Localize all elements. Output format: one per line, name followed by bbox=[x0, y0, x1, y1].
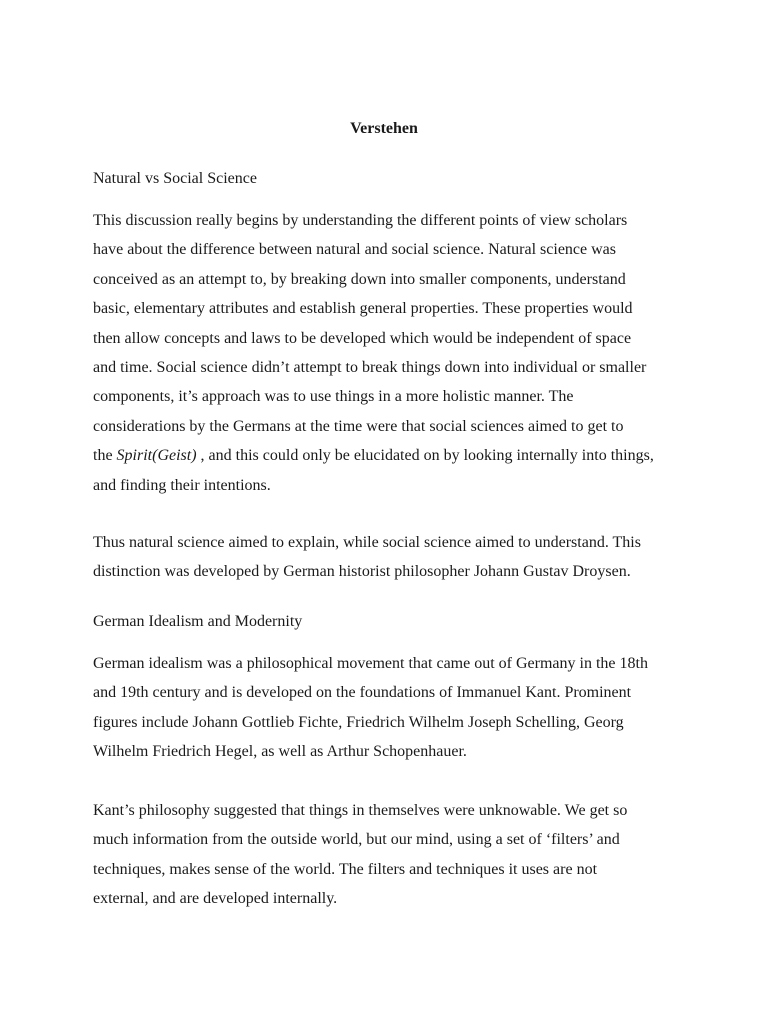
text-line: external, and are developed internally. bbox=[93, 890, 338, 908]
document-title: Verstehen bbox=[350, 120, 418, 137]
paragraph-natural-vs-social-2 bbox=[93, 528, 693, 587]
text-line: figures include Johann Gottlieb Fichte, Friedrich Wilhelm Joseph Schelling, Georg bbox=[93, 713, 624, 731]
text-line: German idealism was a philosophical movement that came out of Germany in the 18th bbox=[93, 655, 648, 672]
text-line: considerations by the Germans at the time were that social sciences aimed to get to bbox=[93, 417, 624, 435]
text-line: conceived as an attempt to, by breaking down into smaller components, understand bbox=[93, 270, 626, 288]
text-line: Kant’s philosophy suggested that things in themselves were unknowable. We get so bbox=[93, 802, 628, 819]
text-line: and time. Social science didn’t attempt to break things down into individual or smaller bbox=[93, 359, 647, 377]
text-line: then allow concepts and laws to be developed which would be independent of space bbox=[93, 329, 632, 347]
text-line: components, it’s approach was to use things in a more holistic manner. The bbox=[93, 388, 574, 406]
text-line: have about the difference between natural and social science. Natural science was bbox=[93, 241, 617, 259]
section-heading-natural-vs-social-science: Natural vs Social Science bbox=[93, 170, 257, 187]
paragraph-german-idealism-2 bbox=[93, 796, 693, 914]
text-line: Wilhelm Friedrich Hegel, as well as Arthur Schopenhauer. bbox=[93, 743, 467, 761]
italic-term-spirit-geist: Spirit(Geist) bbox=[116, 447, 197, 465]
text-segment: the bbox=[93, 447, 117, 465]
text-line: techniques, makes sense of the world. The filters and techniques it uses are not bbox=[93, 860, 598, 878]
text-segment: , and this could only be elucidated on by looking internally into things, bbox=[196, 447, 654, 465]
text-line: Thus natural science aimed to explain, while social science aimed to understand. This bbox=[93, 534, 641, 551]
text-line: and 19th century and is developed on the foundations of Immanuel Kant. Prominent bbox=[93, 684, 632, 702]
text-line: distinction was developed by German historist philosopher Johann Gustav Droysen. bbox=[93, 563, 631, 581]
paragraph-natural-vs-social-1 bbox=[93, 206, 693, 500]
text-line: and finding their intentions. bbox=[93, 476, 271, 494]
text-line: basic, elementary attributes and establish general properties. These properties would bbox=[93, 300, 633, 318]
section-heading-german-idealism: German Idealism and Modernity bbox=[93, 613, 303, 630]
text-line-spirit-geist bbox=[93, 441, 693, 470]
paragraph-german-idealism-1 bbox=[93, 649, 693, 767]
text-line: much information from the outside world, but our mind, using a set of ‘filters’ and bbox=[93, 831, 620, 849]
text-line: This discussion really begins by understanding the different points of view scholars bbox=[93, 212, 628, 229]
